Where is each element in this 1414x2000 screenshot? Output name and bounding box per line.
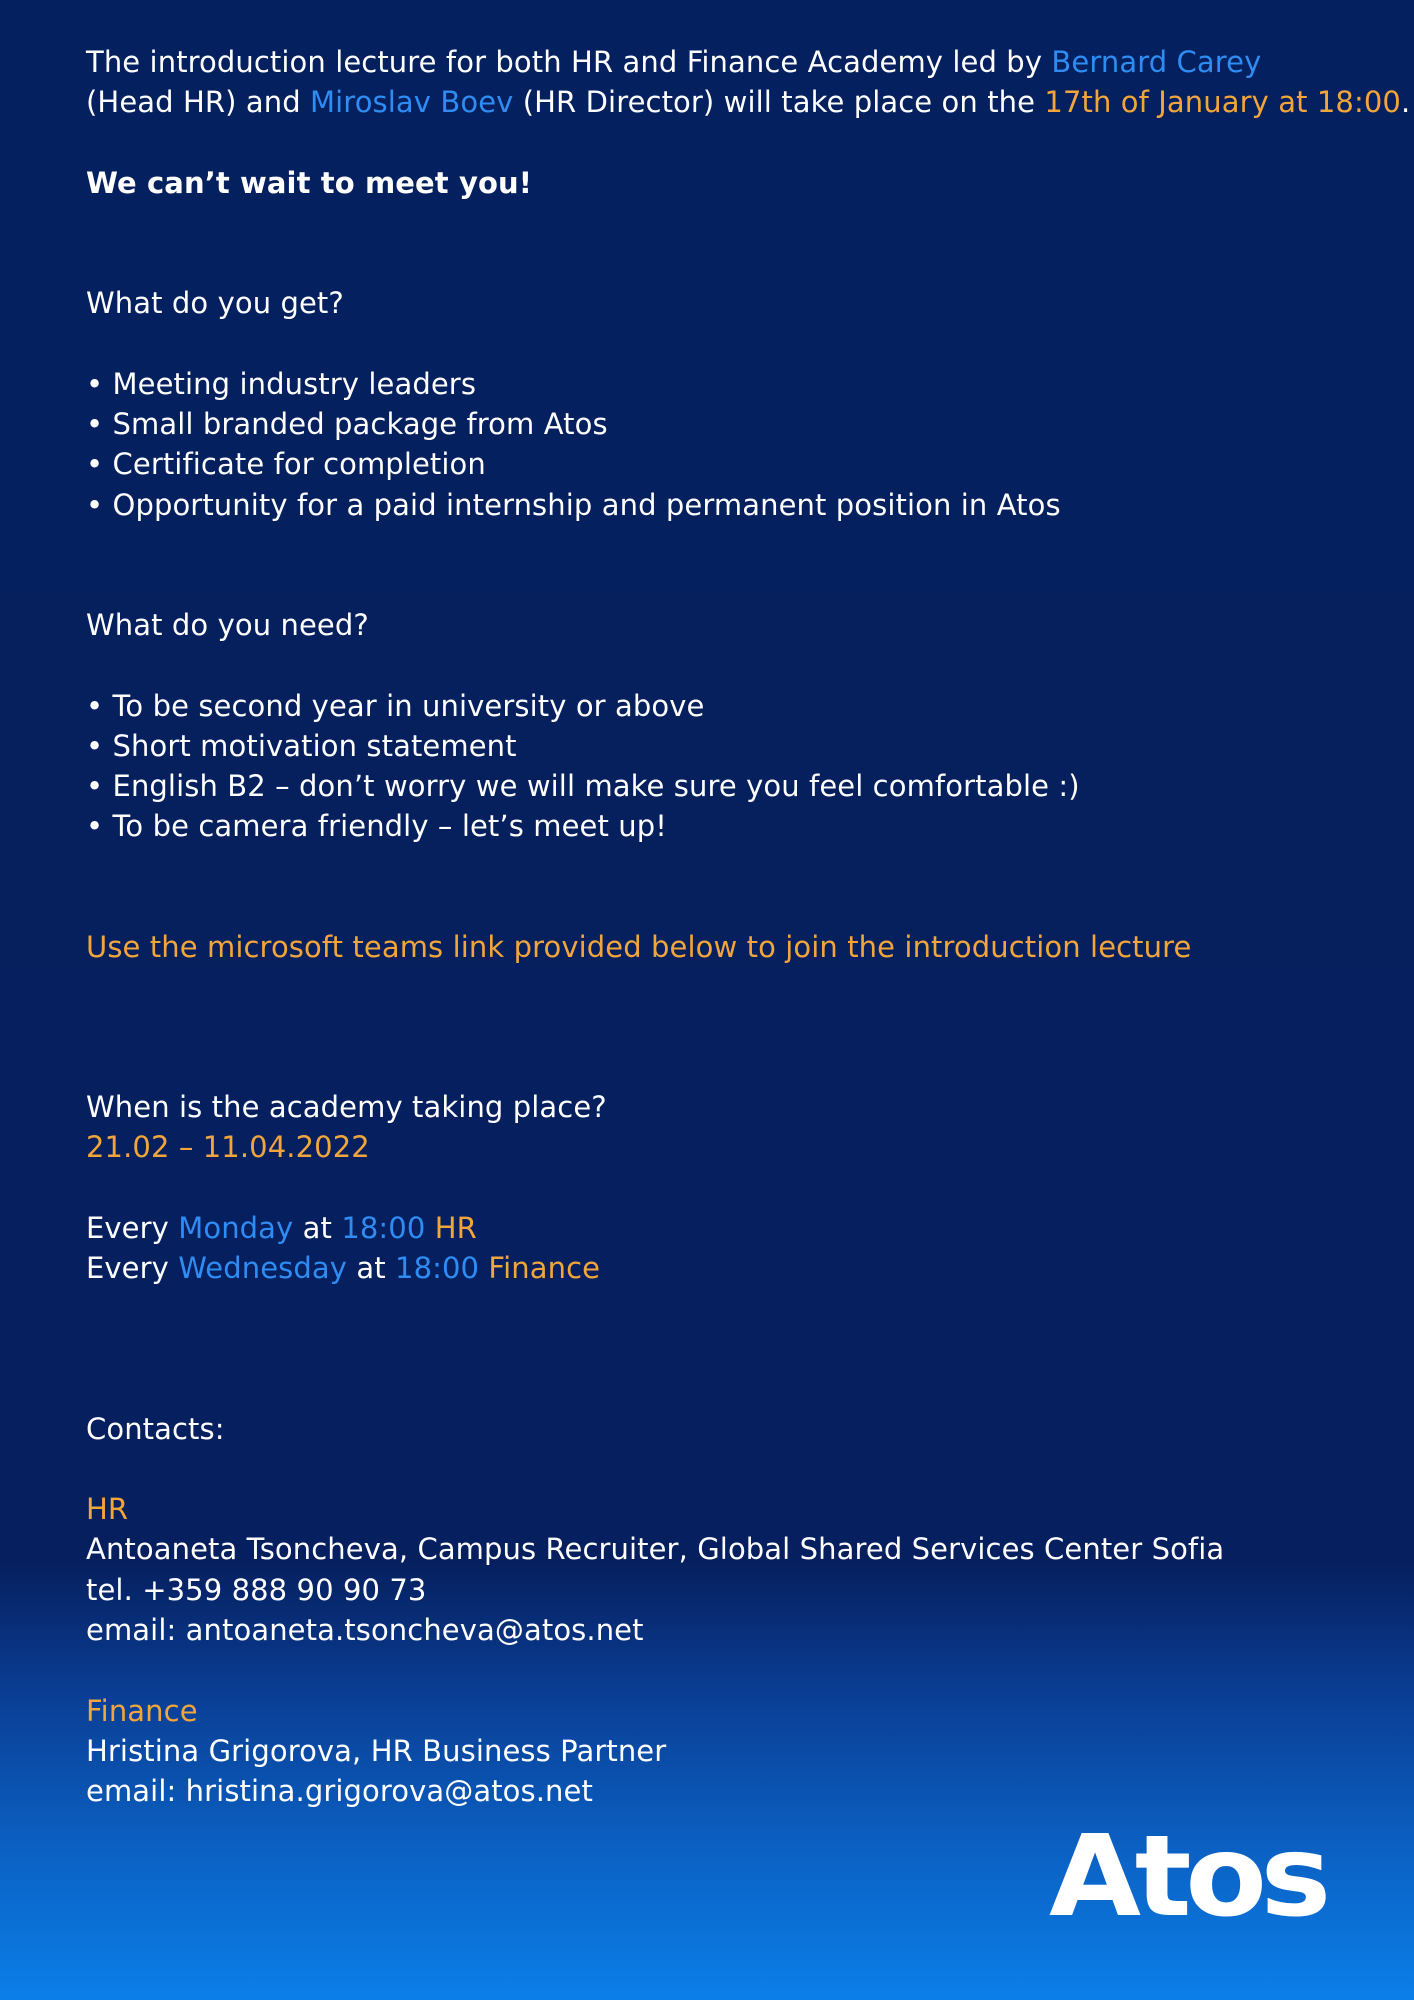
teams-note: Use the microsoft teams link provided below to join the introduction lecture bbox=[86, 929, 1192, 964]
intro-text: (HR Director) will take place on the bbox=[513, 85, 1045, 120]
schedule-text: at bbox=[347, 1251, 396, 1286]
schedule-row-finance bbox=[86, 1248, 1396, 1288]
intro-text: . bbox=[1400, 85, 1411, 120]
contact-finance-label: Finance bbox=[86, 1693, 198, 1728]
contact-hr-email: email: antoaneta.tsoncheva@atos.net bbox=[86, 1613, 644, 1648]
contacts-heading: Contacts: bbox=[86, 1411, 225, 1446]
contact-hr-person: Antoaneta Tsoncheva, Campus Recruiter, Global Shared Services Center Sofia bbox=[86, 1532, 1225, 1567]
schedule-text: Every bbox=[86, 1210, 179, 1245]
tagline: We can’t wait to meet you! bbox=[86, 165, 533, 200]
contact-finance-email: email: hristina.grigorova@atos.net bbox=[86, 1774, 593, 1809]
intro-text: (Head HR) and bbox=[86, 85, 311, 120]
list-item: • Meeting industry leaders bbox=[86, 366, 477, 401]
schedule-day: Monday bbox=[178, 1210, 294, 1245]
schedule-track: HR bbox=[425, 1210, 477, 1245]
speaker-name: Miroslav Boev bbox=[310, 85, 514, 120]
list-item: • Certificate for completion bbox=[86, 447, 486, 482]
list-item: • To be second year in university or above bbox=[86, 688, 705, 723]
academy-dates: 21.02 – 11.04.2022 bbox=[86, 1130, 370, 1165]
list-item: • Opportunity for a paid internship and permanent position in Atos bbox=[86, 487, 1061, 522]
intro-line-1 bbox=[86, 42, 1396, 82]
schedule-day: Wednesday bbox=[178, 1251, 348, 1286]
contact-hr-phone: tel. +359 888 90 90 73 bbox=[86, 1572, 427, 1607]
list-item: • To be camera friendly – let’s meet up! bbox=[86, 809, 667, 844]
schedule-heading: When is the academy taking place? bbox=[86, 1090, 607, 1125]
speaker-name: Bernard Carey bbox=[1051, 45, 1262, 79]
list-item: • Short motivation statement bbox=[86, 728, 517, 763]
schedule-time: 18:00 bbox=[395, 1251, 480, 1286]
schedule-text: at bbox=[293, 1210, 342, 1245]
schedule-time: 18:00 bbox=[341, 1210, 426, 1245]
schedule-track: Finance bbox=[479, 1251, 601, 1286]
schedule-text: Every bbox=[86, 1251, 179, 1286]
contact-hr-label: HR bbox=[86, 1492, 129, 1527]
poster-content bbox=[86, 42, 1411, 1812]
intro-line-2 bbox=[86, 82, 1411, 122]
schedule-row-hr bbox=[86, 1208, 1396, 1248]
contact-finance-person: Hristina Grigorova, HR Business Partner bbox=[86, 1733, 667, 1768]
list-item: • Small branded package from Atos bbox=[86, 407, 608, 442]
atos-logo-text: Atos bbox=[1049, 1827, 1327, 1923]
lecture-date: 17th of January at 18:00 bbox=[1044, 85, 1401, 120]
intro-text: The introduction lecture for both HR and Finance Academy led by bbox=[86, 45, 1052, 79]
need-heading: What do you need? bbox=[86, 607, 369, 642]
list-item: • English B2 – don’t worry we will make sure you feel comfortable :) bbox=[86, 769, 1080, 804]
atos-logo bbox=[1049, 1827, 1327, 1923]
get-heading: What do you get? bbox=[86, 286, 344, 321]
